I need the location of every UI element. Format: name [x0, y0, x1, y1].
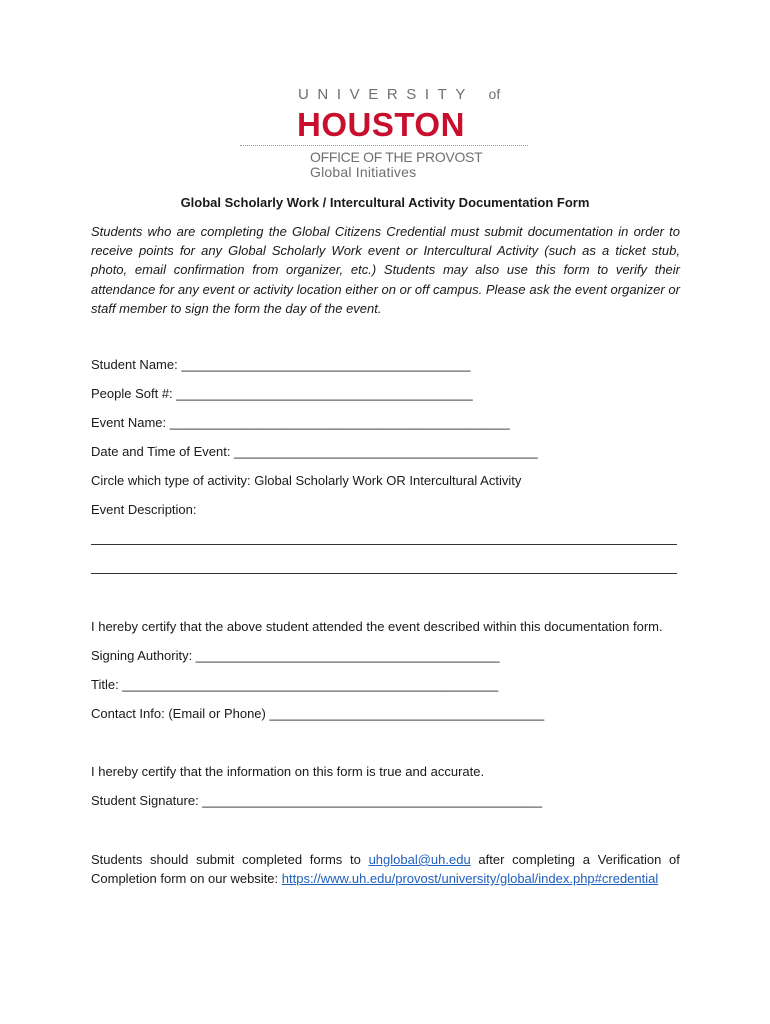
- event-description-label: Event Description:: [91, 502, 197, 517]
- student-signature-field[interactable]: Student Signature: _______________________________________________: [91, 793, 543, 808]
- word: submit: [196, 852, 235, 867]
- credential-website-link[interactable]: https://www.uh.edu/provost/university/global/index.php#credential: [281, 871, 659, 886]
- signing-authority-field[interactable]: Signing Authority: __________________________________________: [91, 648, 500, 663]
- submission-line-2: [91, 869, 680, 888]
- student-name-field[interactable]: Student Name: ________________________________________: [91, 357, 471, 372]
- word: forms: [309, 852, 343, 867]
- authority-certification-text: I hereby certify that the above student attended the event described within this documentation form.: [91, 619, 663, 634]
- event-date-time-field[interactable]: Date and Time of Event: __________________________________________: [91, 444, 538, 459]
- peoplesoft-field[interactable]: People Soft #: _________________________________________: [91, 386, 473, 401]
- title-field[interactable]: Title: ____________________________________________________: [91, 677, 499, 692]
- event-description-line-2[interactable]: [91, 573, 677, 574]
- logo-unit-text: Global Initiatives: [310, 164, 417, 180]
- event-description-line-1[interactable]: [91, 544, 677, 545]
- word: Students: [91, 852, 143, 867]
- student-certification-text: I hereby certify that the information on this form is true and accurate.: [91, 764, 485, 779]
- form-instructions: Students who are completing the Global Citizens Credential must submit documentation in order to receive points for any Global Scholarly Work event or Intercultural Activity (such as a ticket stub, photo, email confirmation from organizer, etc.) Students may also use this form to verify their attendance for any event or activity location either on or off campus. Please ask the event organizer or staff member to sign the form the day of the event.: [91, 224, 680, 316]
- logo-office-text: OFFICE OF THE PROVOST: [310, 149, 483, 165]
- activity-type-question[interactable]: Circle which type of activity: Global Scholarly Work OR Intercultural Activity: [91, 473, 522, 488]
- submission-instructions: [91, 850, 680, 888]
- word: Verification: [597, 852, 662, 867]
- logo-divider: [240, 145, 528, 146]
- logo-of-word: of: [488, 86, 501, 102]
- word: a: [582, 852, 590, 867]
- logo-houston-text: HOUSTON: [297, 106, 465, 143]
- logo-university-word: UNIVERSITY: [298, 86, 474, 103]
- word: to: [350, 852, 361, 867]
- contact-info-field[interactable]: Contact Info: (Email or Phone) ______________________________________: [91, 706, 545, 721]
- word: completing: [512, 852, 576, 867]
- email-link[interactable]: uhglobal@uh.edu: [368, 852, 471, 867]
- logo-university-text: [298, 86, 500, 103]
- university-logo: [240, 86, 530, 186]
- website-lead-text: Completion form on our website:: [91, 871, 282, 886]
- word: should: [150, 852, 189, 867]
- word: after: [478, 852, 505, 867]
- form-title: Global Scholarly Work / Intercultural Activity Documentation Form: [180, 195, 590, 210]
- submission-line-1: [91, 850, 680, 869]
- event-name-field[interactable]: Event Name: _______________________________________________: [91, 415, 510, 430]
- word: of: [669, 852, 680, 867]
- word: completed: [242, 852, 303, 867]
